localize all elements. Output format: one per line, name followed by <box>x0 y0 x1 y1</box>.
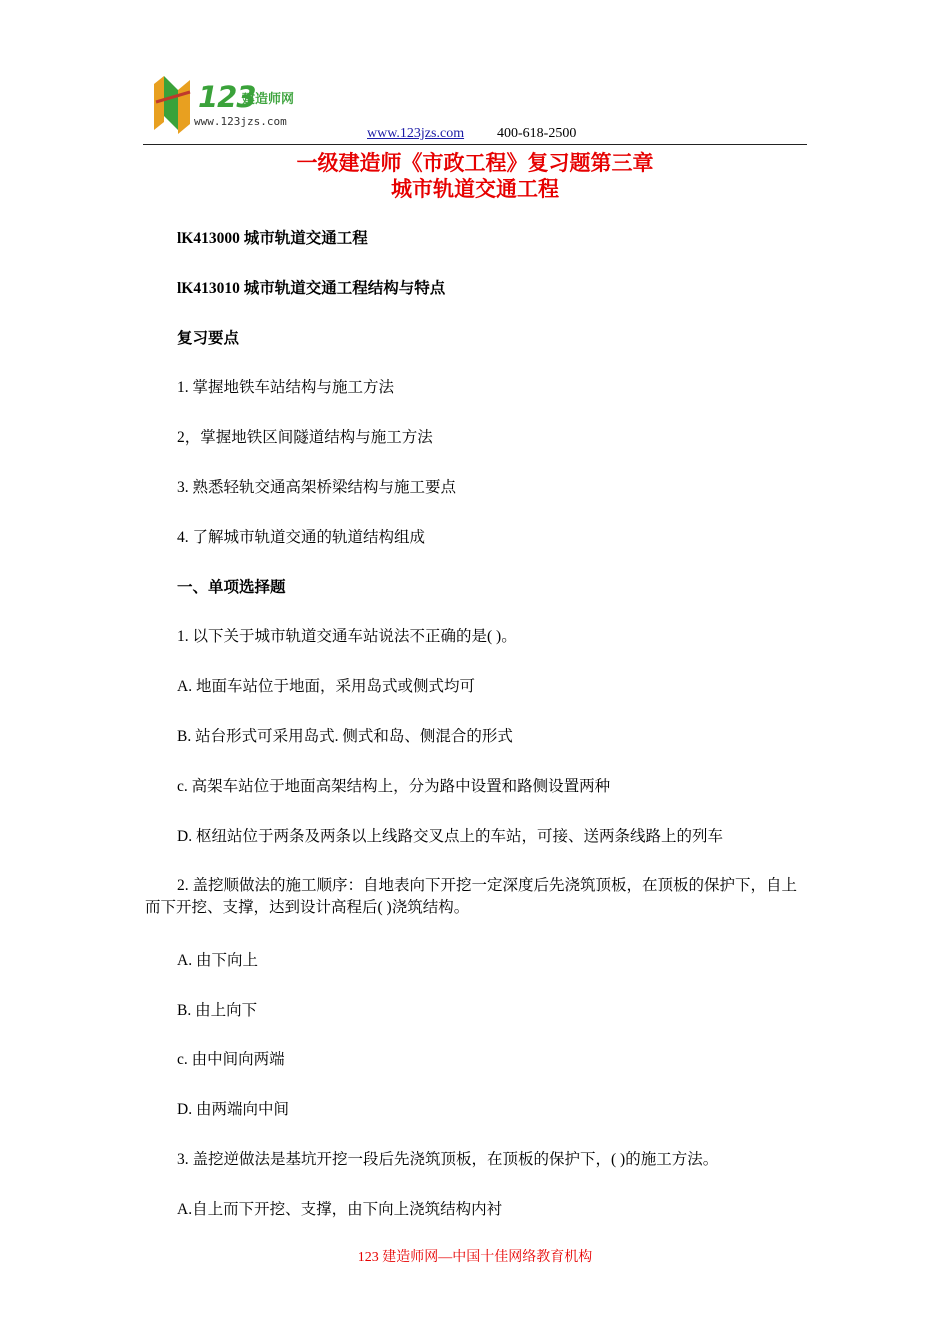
review-point: 4. 了解城市轨道交通的轨道结构组成 <box>177 529 426 546</box>
question-section-heading: 一、单项选择题 <box>177 579 286 596</box>
answer-option: A. 地面车站位于地面，采用岛式或侧式均可 <box>177 678 475 695</box>
title-line-2: 城市轨道交通工程 <box>391 177 559 201</box>
answer-option: D. 枢纽站位于两条及两条以上线路交叉点上的车站，可接、送两条线路上的列车 <box>177 828 723 845</box>
section-heading: lK413010 城市轨道交通工程结构与特点 <box>177 280 446 297</box>
question-text: 1. 以下关于城市轨道交通车站说法不正确的是( )。 <box>177 628 517 645</box>
logo-mark-icon <box>150 72 196 134</box>
answer-option: c. 由中间向两端 <box>177 1051 285 1068</box>
question-text: 2. 盖挖顺做法的施工顺序：自地表向下开挖一定深度后先浇筑顶板，在顶板的保护下，自上而下开挖、支撑，达到设计高程后( )浇筑结构。 <box>145 877 798 916</box>
page-title <box>143 150 807 202</box>
answer-option: A.自上而下开挖、支撑，由下向上浇筑结构内衬 <box>177 1201 503 1218</box>
review-point: 2，掌握地铁区间隧道结构与施工方法 <box>177 429 433 446</box>
site-link[interactable]: www.123jzs.com <box>367 126 465 141</box>
answer-option: A. 由下向上 <box>177 952 258 969</box>
review-points-heading: 复习要点 <box>177 330 240 347</box>
phone-number: 400-618-2500 <box>497 126 577 141</box>
header-divider <box>143 144 807 145</box>
footer-text: 123 建造师网—中国十佳网络教育机构 <box>357 1250 593 1265</box>
chapter-heading: lK413000 城市轨道交通工程 <box>177 230 368 247</box>
logo-name: 建造师网 <box>242 92 295 107</box>
answer-option: B. 由上向下 <box>177 1002 258 1019</box>
question-text: 3. 盖挖逆做法是基坑开挖一段后先浇筑顶板，在顶板的保护下，( )的施工方法。 <box>177 1151 719 1168</box>
title-line-1: 一级建造师《市政工程》复习题第三章 <box>296 151 654 175</box>
logo-number: 123 <box>198 80 256 114</box>
review-point: 3. 熟悉轻轨交通高架桥梁结构与施工要点 <box>177 479 457 496</box>
review-point: 1. 掌握地铁车站结构与施工方法 <box>177 379 395 396</box>
answer-option: c. 高架车站位于地面高架结构上，分为路中设置和路侧设置两种 <box>177 778 611 795</box>
answer-option: B. 站台形式可采用岛式. 侧式和岛、侧混合的形式 <box>177 728 513 745</box>
logo-url: www.123jzs.com <box>194 115 287 128</box>
answer-option: D. 由两端向中间 <box>177 1101 289 1118</box>
site-logo <box>150 72 300 134</box>
